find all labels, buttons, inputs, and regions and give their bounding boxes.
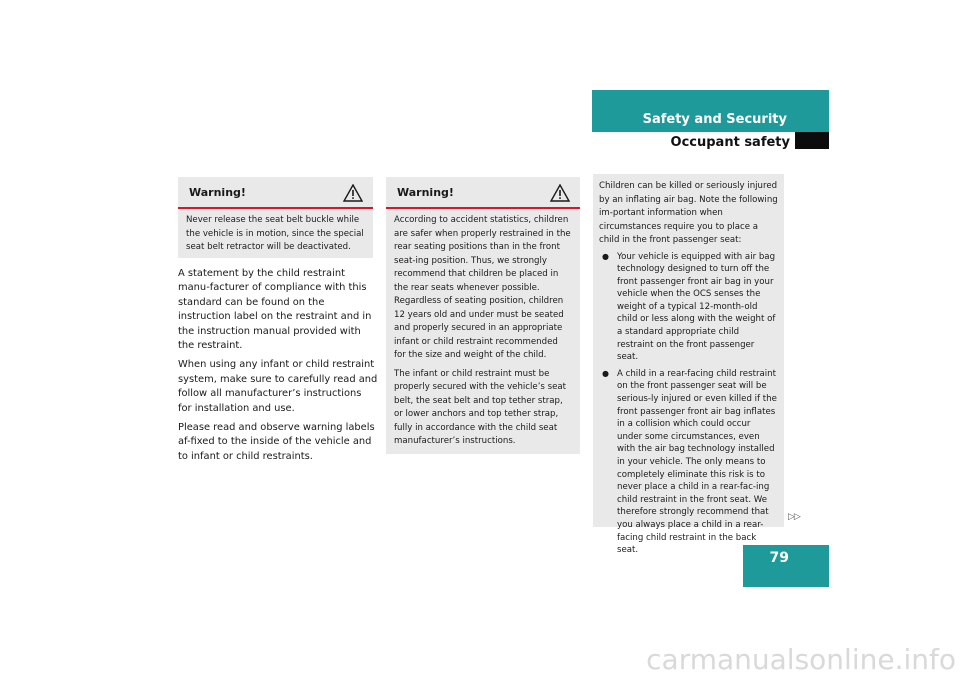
list-item-text: Your vehicle is equipped with air bag technology designed to turn off the front passenger front air bag in your vehicle when the OCS senses the weight of a typical 12-month-old child or less along with the weight of a standard appropriate child restraint on the front passenger seat. bbox=[617, 251, 776, 363]
warning-header bbox=[178, 177, 373, 209]
warning-triangle-icon bbox=[550, 184, 570, 202]
body-paragraph: Please read and observe warning labels af-fixed to the inside of the vehicle and to infant or child restraints. bbox=[178, 422, 375, 462]
list-item bbox=[599, 368, 778, 557]
section-header bbox=[592, 90, 829, 132]
warning-box-child-seating bbox=[386, 177, 580, 454]
continue-arrows-icon: ▷▷ bbox=[788, 512, 800, 522]
page-number-block bbox=[743, 545, 829, 587]
warning-paragraph: The infant or child restraint must be properly secured with the vehicle’s seat belt, the seat belt and top tether strap, or lower anchors and top tether strap, fully in accordance with the child seat manufacturer’s instructions. bbox=[394, 368, 567, 446]
body-paragraph: A statement by the child restraint manu-facturer of compliance with this standard can be found on the instruction label on the restraint and in the instruction manual provided with the restraint. bbox=[178, 268, 372, 352]
warning-title: Warning! bbox=[397, 186, 454, 199]
warning-body bbox=[386, 209, 580, 460]
body-text bbox=[178, 267, 378, 469]
warning-body bbox=[178, 209, 373, 266]
watermark: carmanualsonline.info bbox=[646, 643, 956, 676]
airbag-bullet-list bbox=[599, 251, 778, 557]
warning-box-seat-belt bbox=[178, 177, 373, 258]
subsection-marker bbox=[795, 132, 829, 149]
bullet-icon: ● bbox=[602, 368, 609, 378]
warning-triangle-icon bbox=[343, 184, 363, 202]
warning-paragraph: According to accident statistics, children are safer when properly restrained in the rear seating positions than in the front seat-ing position. Thus, we strongly recommend that children be placed in the rear seats whenever possible. Regardless of seating position, children 12 years old and under must be seated and properly secured in an appropriate infant or child restraint recommended for the size and weight of the child. bbox=[394, 215, 571, 360]
airbag-info-box bbox=[593, 174, 784, 556]
list-item bbox=[599, 251, 778, 364]
warning-text: Never release the seat belt buckle while the vehicle is in motion, since the special seat belt retractor will be deactivated. bbox=[186, 215, 364, 252]
list-item-text: A child in a rear-facing child restraint on the front passenger seat will be serious-ly injured or even killed if the front passenger front air bag inflates in a collision which could occur under some circumstances, even with the air bag technology installed in your vehicle. The only means to completely eliminate this risk is to never place a child in a rear-fac-ing child restraint in the front seat. We therefore strongly recommend that you always place a child in a rear-facing child restraint in the back seat. bbox=[617, 368, 777, 556]
body-paragraph: When using any infant or child restraint system, make sure to carefully read and follow all manufacturer’s instructions for installation and use. bbox=[178, 359, 378, 414]
subsection-title: Occupant safety bbox=[670, 135, 790, 150]
page-number: 79 bbox=[769, 550, 789, 566]
bullet-icon: ● bbox=[602, 251, 609, 261]
section-title: Safety and Security bbox=[642, 112, 787, 127]
warning-header bbox=[386, 177, 580, 209]
airbag-intro: Children can be killed or seriously injured by an inflating air bag. Note the following im-portant information when circumstances require you to place a child in the front passenger seat: bbox=[599, 181, 778, 245]
warning-title: Warning! bbox=[189, 186, 246, 199]
